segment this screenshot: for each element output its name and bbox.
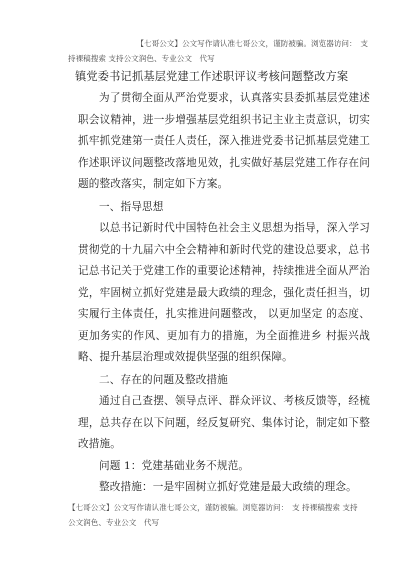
problem-1: 问题 1：党建基础业务不规范。	[99, 459, 250, 472]
problems-paragraph: 通过自己查摆、领导点评、群众评议、考核反馈等，经梳理，总共存在以下问题，经反复研究、集体讨论，制定如下整改措施。	[78, 395, 370, 450]
rectification-measures: 整改措施：一是牢固树立抓好党建是最大政绩的理念。	[99, 481, 357, 493]
page-footer	[68, 500, 368, 530]
guiding-paragraph: 以总书记新时代中国特色社会主义思想为指导，深入学习贯彻党的十九届六中全会精神和新时代党的建设总要求，总书记总书记关于党建工作的重要论述精神，持续推进全面从严治党，牢固树立抓好党建是最大政绩的理念，强化责任担当，切实履行主体责任，扎实推进问题整改， 以更加坚定 的态度、更加务实的作风、更加有力的措施，为全面推进乡 村振兴战略、提升基层治理或效提供坚强的组织保障。	[78, 222, 370, 363]
footer-line-2: 公文润色、专业公文 代写	[68, 518, 160, 527]
intro-paragraph: 为了贯彻全面从严治党要求，认真落实县委抓基层党建述职会议精神，进一步增强基层党组织书记主业主责意识，切实抓牢抓党建第一责任人责任，深入推进党委书记抓基层党建工作述职评议问题整改落地见效，扎实做好基层党建工作存在问题的整改落实，制定如下方案。	[78, 92, 370, 190]
page-header	[68, 36, 368, 66]
document-body	[75, 68, 370, 499]
document-title: 镇党委书记抓基层党建工作述职评议考核问题整改方案	[75, 70, 349, 83]
section-heading-2: 二、存在的问题及整改措施	[99, 373, 228, 386]
header-line-2: 持裸稿搜索 支持公文润色、专业公文 代写	[68, 54, 215, 63]
header-line-1: 【七哥公文】公文写作请认准七哥公文，谨防被骗。浏览器访问： 支	[136, 39, 368, 48]
footer-line-1: 【七哥公文】公文写作请认准七哥公文，谨防被骗。浏览器访问： 支 持裸稿搜索 支持	[68, 503, 358, 512]
section-heading-1: 一、指导思想	[99, 200, 164, 213]
